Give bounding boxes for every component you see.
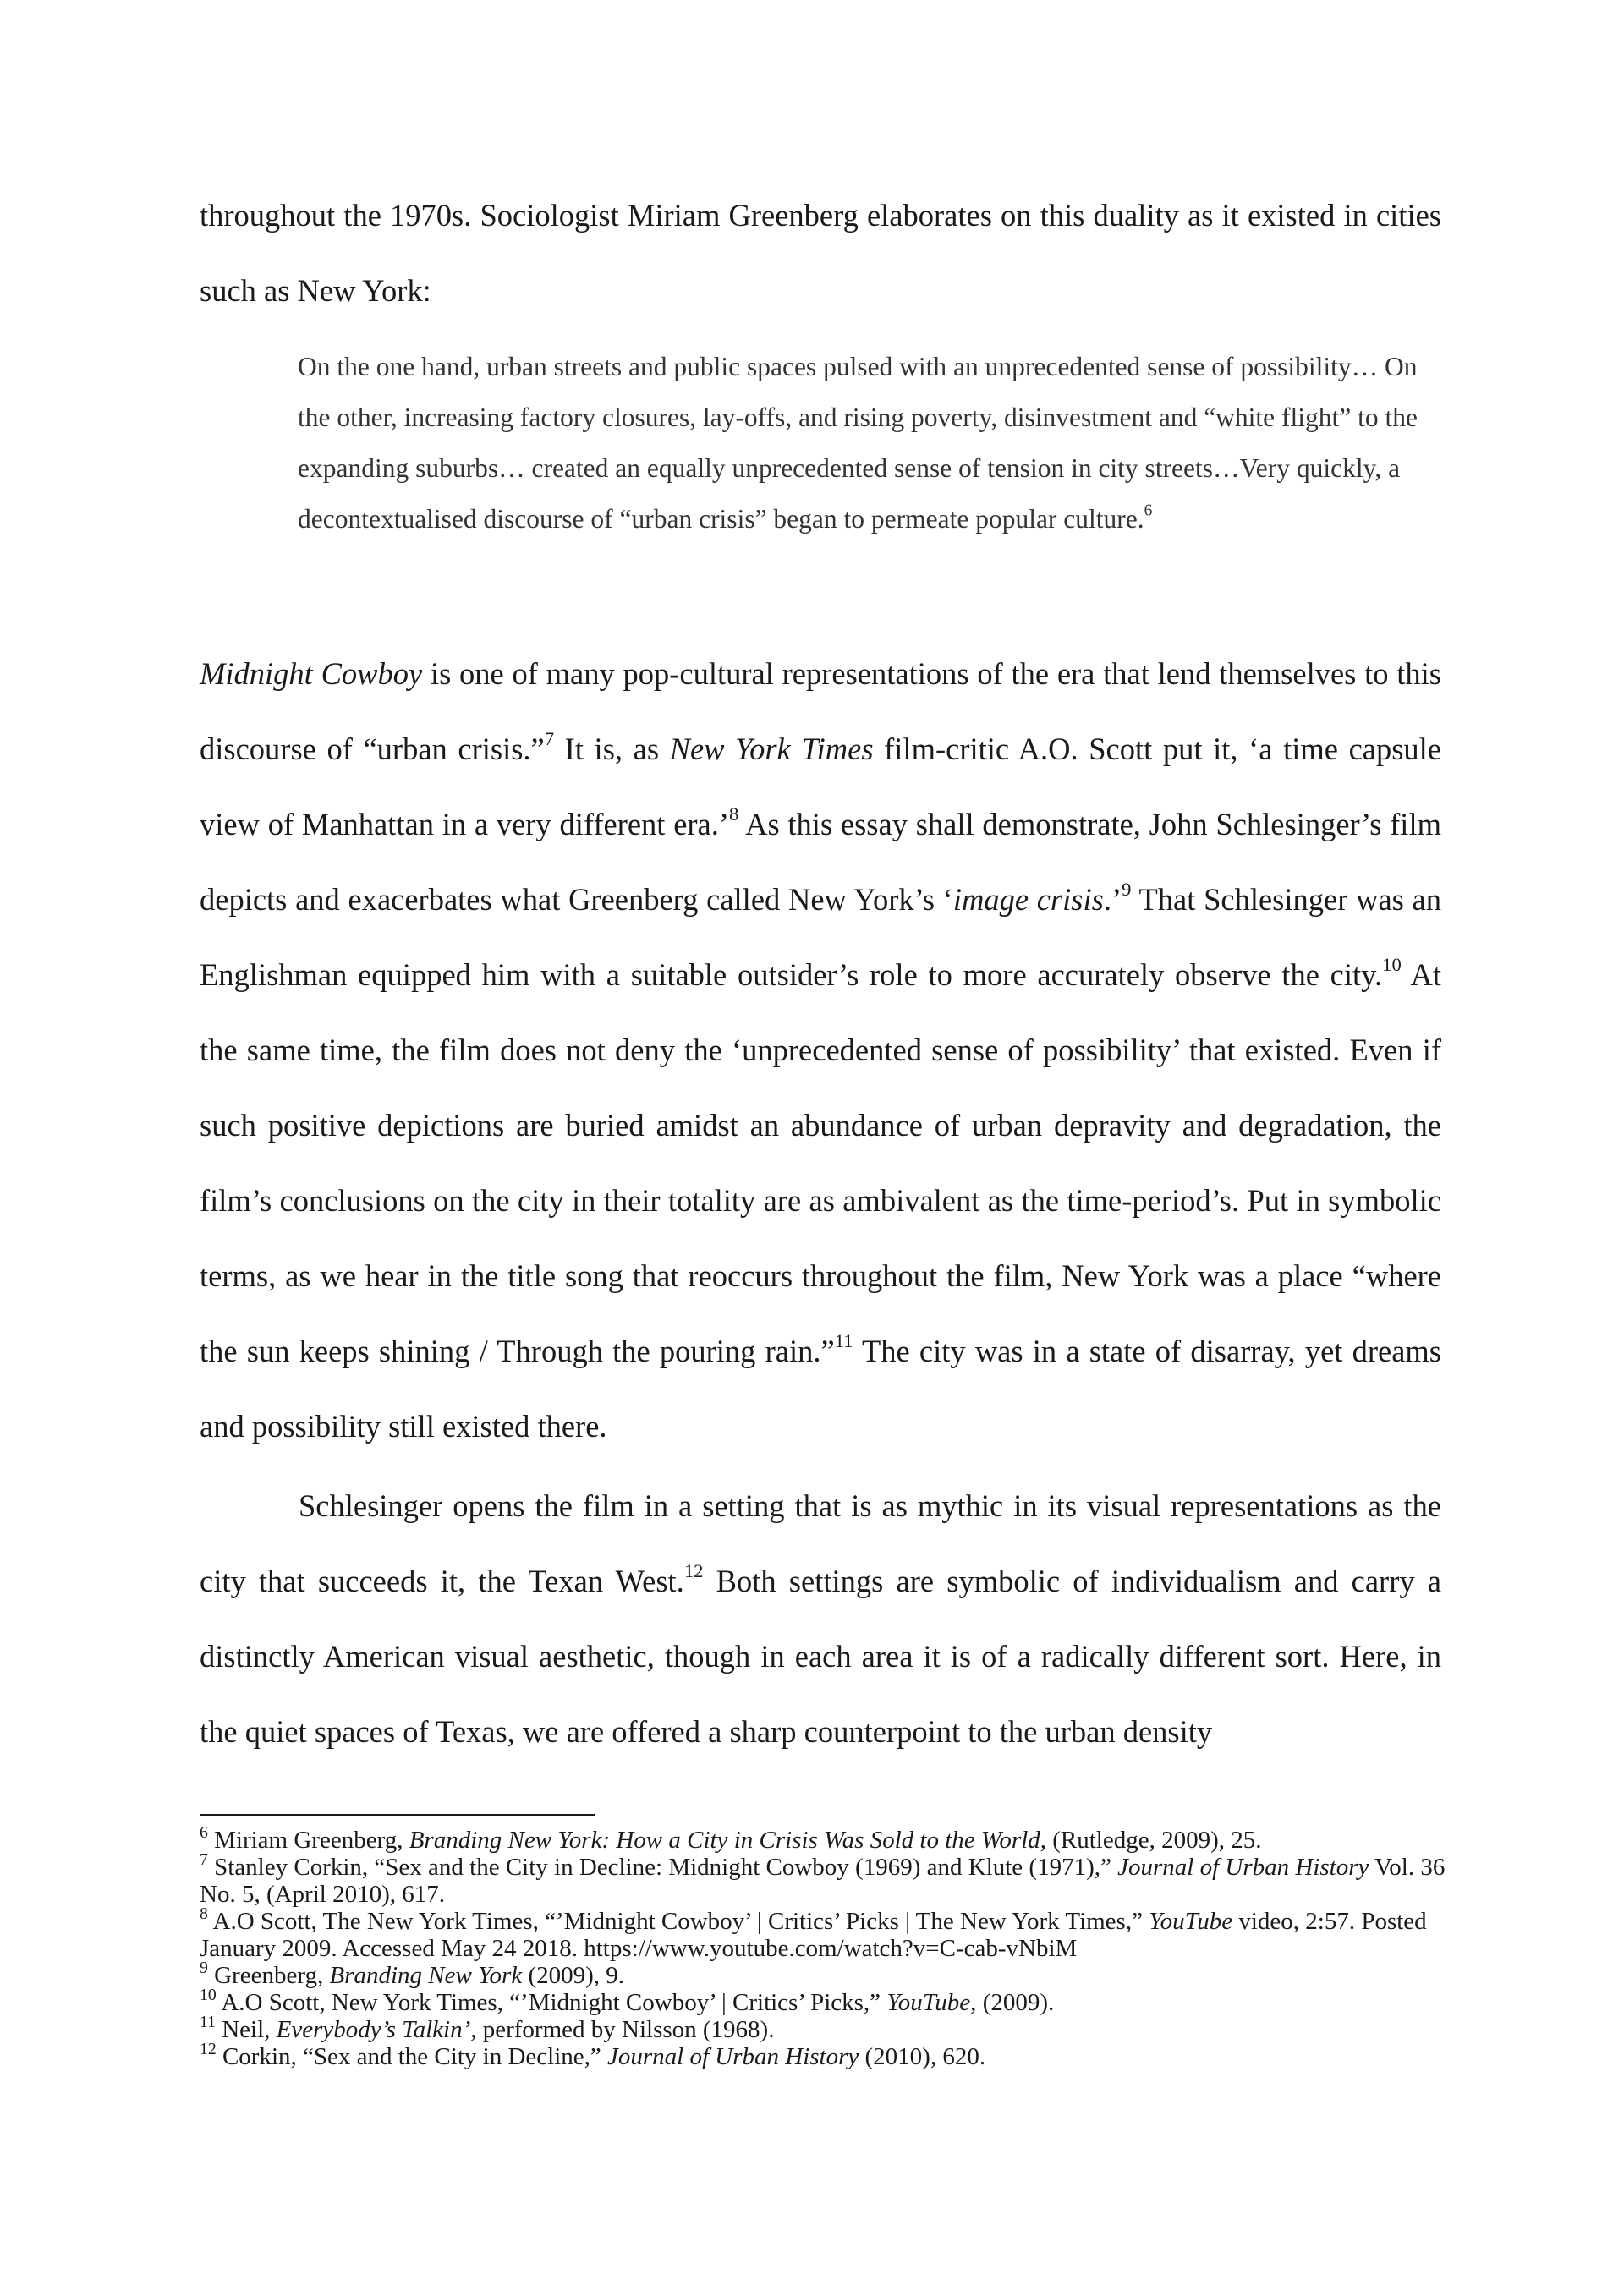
footnote-text: video, 2:57. Posted January 2009. Accessed May 24 2018. https://www.youtube.com/watch?v=C-cab-vNbiM [200,1908,1427,1962]
block-quote [298,342,1441,545]
quote-text: On the one hand, urban streets and public spaces pulsed with an unprecedented sense of possibility… On the other, increasing factory closures, lay-offs, and rising poverty, disinvestment and “white flight” to the expanding suburbs… created an equally unprecedented sense of tension in city streets…Very quickly, a decontextualised discourse of “urban crisis” began to permeate popular culture. [298,352,1418,534]
footnote-text: Neil, [215,2016,277,2043]
footnote-italic-title: Everybody’s Talkin’, [276,2016,477,2043]
footnote-10 [200,1986,1451,2016]
footnote-text: (2010), 620. [859,2043,986,2070]
footnote-italic-title: Branding New York [329,1962,523,1989]
footnote-italic-title: Journal of Urban History [607,2043,859,2070]
body-paragraph-2 [200,636,1441,1464]
film-title: Midnight Cowboy [200,656,423,691]
paragraph-text: .’ [1103,882,1122,917]
footnote-italic-title: Journal of Urban History [1117,1854,1369,1881]
paragraph-text: That Schlesinger was an Englishman equipped him with a suitable outsider’s role to more accurately observe the city. [200,882,1442,992]
footnote-number: 6 [200,1823,208,1843]
footnote-number: 11 [200,2013,216,2032]
footnotes [200,1823,1451,2070]
footnote-ref: 11 [834,1330,853,1352]
footnote-ref: 12 [683,1560,704,1582]
footnote-ref: 6 [1144,501,1153,520]
footnote-italic-title: Branding New York: How a City in Crisis Was Sold to the World, [409,1827,1046,1854]
footnote-8 [200,1904,1451,1962]
footnote-text: A.O Scott, New York Times, “’Midnight Cowboy’ | Critics’ Picks,” [216,1989,887,2016]
footnote-number: 9 [200,1959,208,1978]
newspaper-title: New York Times [669,732,874,766]
footnote-text: (2009). [976,1989,1055,2016]
footnote-text: A.O Scott, The New York Times, “’Midnight Cowboy’ | Critics’ Picks | The New York Times,” [207,1908,1149,1935]
footnote-ref: 7 [544,728,555,750]
footnote-text: performed by Nilsson (1968). [476,2016,775,2043]
emphasis-term: image crisis [952,882,1104,917]
footnote-12 [200,2040,1451,2070]
footnote-ref: 9 [1122,879,1132,901]
footnote-text: Corkin, “Sex and the City in Decline,” [216,2043,607,2070]
footnote-6 [200,1823,1451,1854]
footnote-text: Greenberg, [207,1962,330,1989]
footnote-italic-title: YouTube [1149,1908,1233,1935]
footnote-italic-title: YouTube, [886,1989,977,2016]
paragraph-text: The city was in a state of disarray, yet dreams and possibility still existed there. [200,1334,1441,1444]
paragraph-text: It is, as [554,732,670,766]
footnote-text: Miriam Greenberg, [207,1827,409,1854]
footnote-separator [200,1814,595,1816]
paragraph-text: film-critic A.O. Scott put it, ‘a time capsule view of Manhattan in a very different era.’ [200,732,1442,841]
footnote-text: (Rutledge, 2009), 25. [1046,1827,1262,1854]
paragraph-text: At the same time, the film does not deny the ‘unprecedented sense of possibility’ that existed. Even if such positive depictions are buried amidst an abundance of urban depravity and degradation, the film’s conclusions on the city in their totality are as ambivalent as the time-period’s. Put in symbolic terms, as we hear in the title song that reoccurs throughout the film, New York was a place “where the sun keeps shining / Through the pouring rain.” [200,957,1441,1368]
paragraph-text: is one of many pop-cultural representations of the era that lend themselves to this discourse of “urban crisis.” [200,656,1441,766]
body-paragraph-3 [200,1468,1441,1769]
footnote-9 [200,1959,1451,1989]
body-paragraph-1 [200,178,1441,328]
paragraph-text: As this essay shall demonstrate, John Schlesinger’s film depicts and exacerbates what Greenberg called New York’s ‘ [200,807,1441,917]
footnote-number: 12 [200,2040,217,2059]
paragraph-text: Schlesinger opens the film in a setting that is as mythic in its visual representations as the city that succeeds it, the Texan West. [200,1488,1441,1598]
footnote-ref: 8 [729,803,739,825]
footnote-text: Stanley Corkin, “Sex and the City in Decline: Midnight Cowboy (1969) and Klute (1971),” [207,1854,1118,1881]
paragraph-text: Both settings are symbolic of individualism and carry a distinctly American visual aesthetic, though in each area it is of a radically different sort. Here, in the quiet spaces of Texas, we are offered a sharp counterpoint to the urban density [200,1564,1442,1749]
footnote-7 [200,1850,1451,1908]
footnote-11 [200,2013,1451,2043]
paragraph-text: throughout the 1970s. Sociologist Miriam Greenberg elaborates on this duality as it existed in cities such as New York: [200,198,1441,308]
footnote-number: 7 [200,1850,208,1870]
footnote-number: 8 [200,1904,208,1924]
footnote-number: 10 [200,1986,217,2005]
footnote-text: Vol. 36 No. 5, (April 2010), 617. [200,1854,1446,1908]
footnote-ref: 10 [1382,954,1402,976]
footnote-text: (2009), 9. [522,1962,625,1989]
